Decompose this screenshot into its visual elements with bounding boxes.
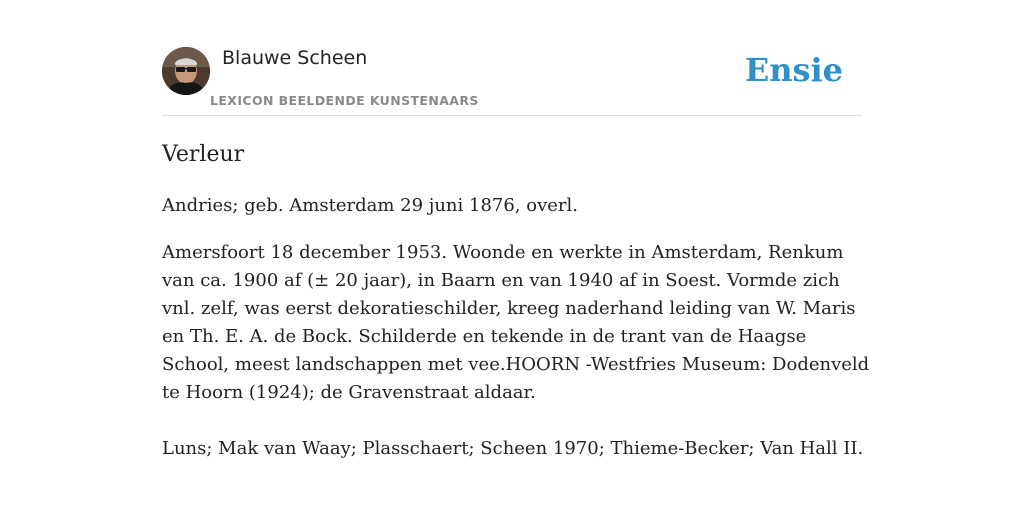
avatar-image [162, 47, 210, 95]
avatar[interactable] [162, 47, 210, 95]
article-paragraph-2: Amersfoort 18 december 1953. Woonde en werkte in Amsterdam, Renkum van ca. 1900 af (± 20 jaar), in Baarn en van 1940 af in Soest. Vormde zich vnl. zelf, was eerst dekoratieschilder, kreeg naderhand leiding van W. Maris en Th. E. A. de Bock. Schilderde en tekende in de trant van de Haagse School, meest landschappen met vee.HOORN -Westfries Museum: Dodenveld te Hoorn (1924); de Gravenstraat aldaar. [162, 242, 870, 403]
page-title: Verleur [162, 142, 245, 167]
header-divider [162, 115, 862, 116]
brand-logo[interactable]: Ensie [744, 51, 843, 89]
article-paragraph-1: Andries; geb. Amsterdam 29 juni 1876, overl. [162, 195, 578, 216]
article-references: Luns; Mak van Waay; Plasschaert; Scheen 1970; Thieme-Becker; Van Hall II. [162, 438, 864, 459]
author-name[interactable]: Blauwe Scheen [222, 47, 368, 69]
lexicon-subtitle: LEXICON BEELDENDE KUNSTENAARS [210, 93, 479, 108]
